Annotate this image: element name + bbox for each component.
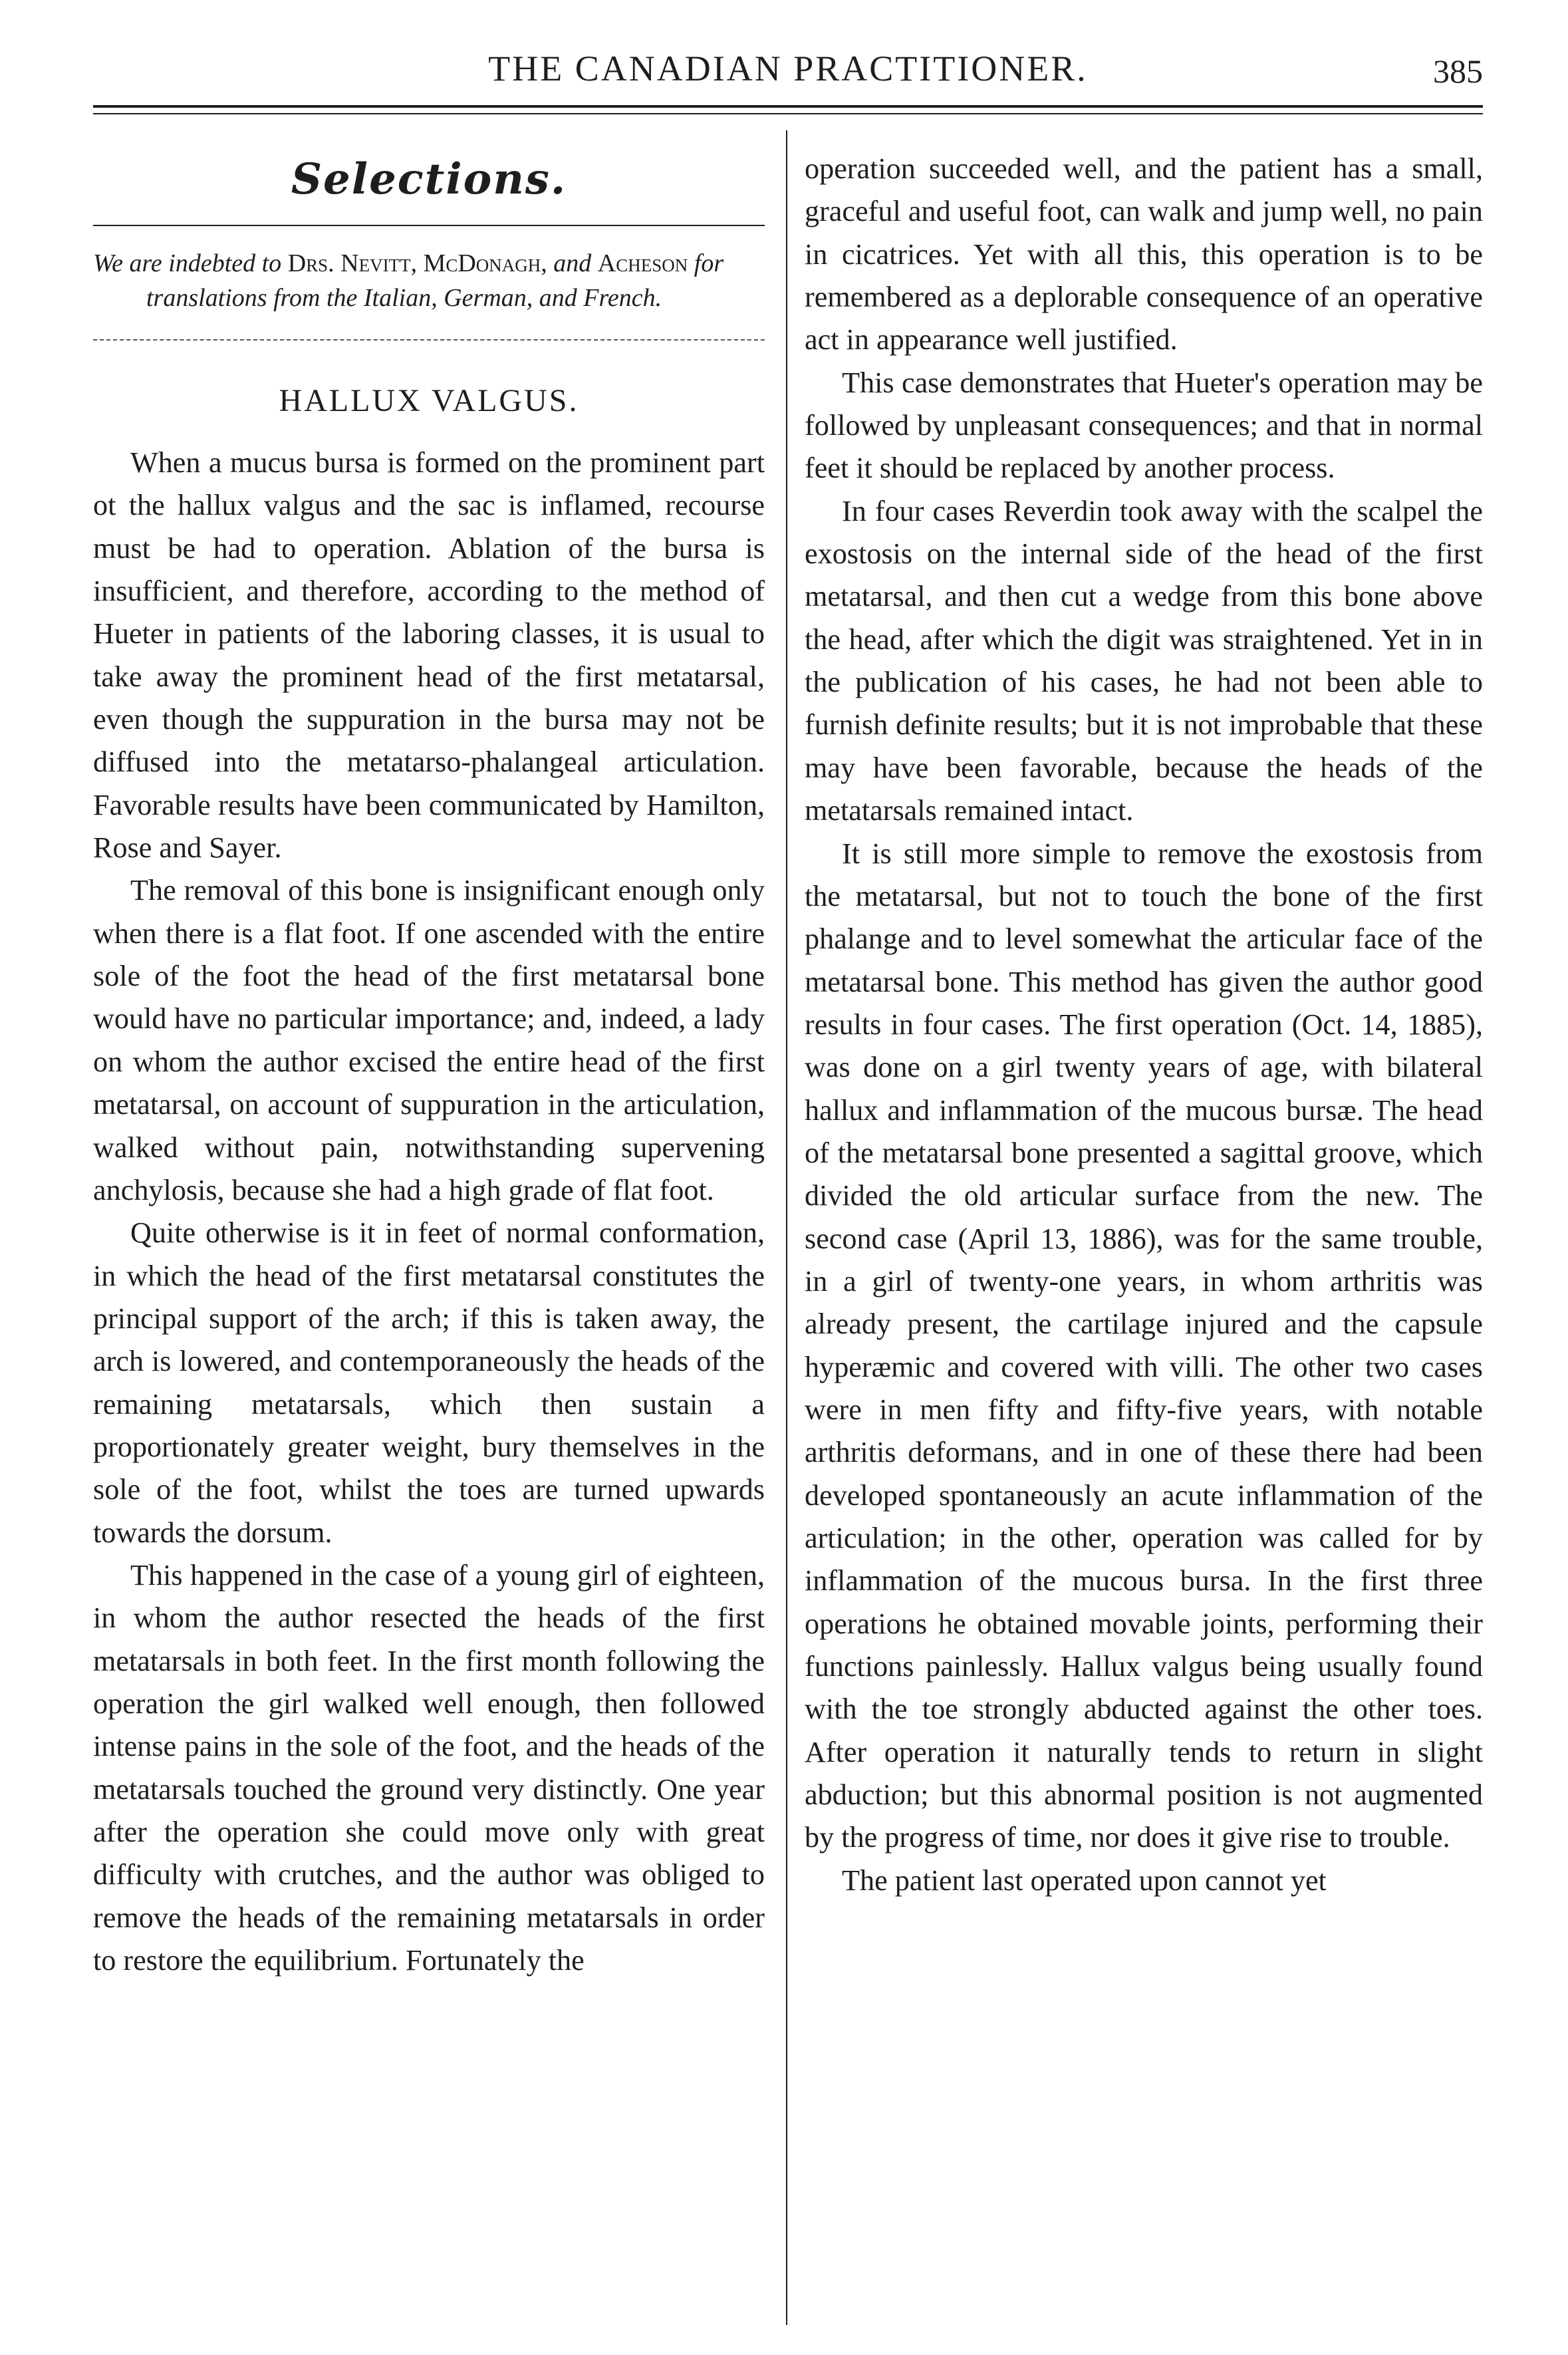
header-rule-thick [93, 105, 1483, 108]
paragraph: The removal of this bone is insignificant enough only when there is a flat foot. If one ascended with the entire sole of the foot the head of the first metatarsal bone would have no particular importance; and, indeed, a lady on whom the author excised the entire head of the first metatarsal, on account of suppuration in the articulation, walked without pain, notwithstanding supervening anchylosis, because she had a high grade of flat foot. [93, 874, 765, 1206]
paragraph: In four cases Reverdin took away with the scalpel the exostosis on the internal side of the head of the first metatarsal, and then cut a wedge from this bone above the head, after which the digit was straightened. Yet in in the publication of his cases, he had not been able to furnish definite results; but it is not improbable that these may have been favorable, because the heads of the metatarsals remained intact. [805, 494, 1483, 827]
ack-names: Drs. Nevitt, McDonagh, [287, 249, 554, 277]
column-divider [786, 130, 787, 2325]
acknowledgement-note [93, 246, 765, 315]
paragraph: Quite otherwise is it in feet of normal conformation, in which the head of the first metatarsal constitutes the principal support of the arch; if this is taken away, the arch is lowered, and contemporaneously the heads of the remaining metatarsals, which then sustain a proportionately greater weight, bury themselves in the sole of the foot, whilst the toes are turned upwards towards the dorsum. [93, 1216, 765, 1549]
paragraph: This case demonstrates that Hueter's operation may be followed by unpleasant consequences; and that in normal feet it should be replaced by another process. [805, 366, 1483, 485]
paragraph: This happened in the case of a young girl of eighteen, in whom the author resected the heads of the first metatarsals in both feet. In the first month following the operation the girl walked well enough, then followed intense pains in the sole of the foot, and the heads of the metatarsals touched the ground very distinctly. One year after the operation she could move only with great difficulty with crutches, and the author was obliged to remove the heads of the remaining metatarsals in order to restore the equilibrium. Fortunately the [93, 1558, 765, 1977]
paragraph: It is still more simple to remove the exostosis from the metatarsal, but not to touch the bone of the first phalange and to level somewhat the articular face of the metatarsal bone. This method has given the author good results in four cases. The first operation (Oct. 14, 1885), was done on a girl twenty years of age, with bilateral hallux and inflammation of the mucous bursæ. The head of the metatarsal bone presented a sagittal groove, which divided the old articular surface from the new. The second case (April 13, 1886), was for the same trouble, in a girl of twenty-one years, in whom arthritis was already present, the cartilage injured and the capsule hyperæmic and covered with villi. The other two cases were in men fifty and fifty-five years, with notable arthritis deformans, and in one of these there had been developed spontaneously an acute inflammation of the articulation; in the other, operation was called for by inflammation of the mucous bursa. In the first three operations he obtained movable joints, performing their functions painlessly. Hallux valgus being usually found with the toe strongly abducted against the other toes. After operation it naturally tends to return in slight abduction; but this abnormal position is not augmented by the progress of time, nor does it give rise to trouble. [805, 837, 1483, 1854]
selections-heading: Selections. [291, 154, 567, 204]
journal-title: THE CANADIAN PRACTITIONER. [488, 49, 1088, 88]
paragraph-continued: operation succeeded well, and the patient has a small, graceful and useful foot, can walk and jump well, no pain in cicatrices. Yet with all this, this operation is to be remembered as a deplorable consequence of an operative act in appearance well justified. [805, 152, 1483, 356]
paragraph: When a mucus bursa is formed on the prominent part ot the hallux valgus and the sac is inflamed, recourse must be had to operation. Ablation of the bursa is insufficient, and therefore, according to the method of Hueter in patients of the laboring classes, it is usual to take away the prominent head of the first metatarsal, even though the suppuration in the bursa may not be diffused into the metatarso-phalangeal articulation. Favorable results have been communicated by Hamilton, Rose and Sayer. [93, 446, 765, 865]
article-title: HALLUX VALGUS. [279, 383, 579, 418]
ack-post: for translations from the Italian, German, and French. [146, 249, 724, 312]
ack-name3: Acheson [597, 249, 694, 277]
selections-rule [93, 225, 765, 226]
page-number: 385 [1433, 53, 1483, 90]
ack-and: and [553, 249, 598, 277]
running-header [93, 48, 1483, 101]
left-column [93, 153, 765, 1982]
section-divider [93, 339, 765, 341]
header-rule-thin [93, 113, 1483, 114]
paragraph: The patient last operated upon cannot yet [842, 1864, 1327, 1897]
ack-pre: We are indebted to [93, 249, 288, 277]
right-column [805, 148, 1483, 1902]
